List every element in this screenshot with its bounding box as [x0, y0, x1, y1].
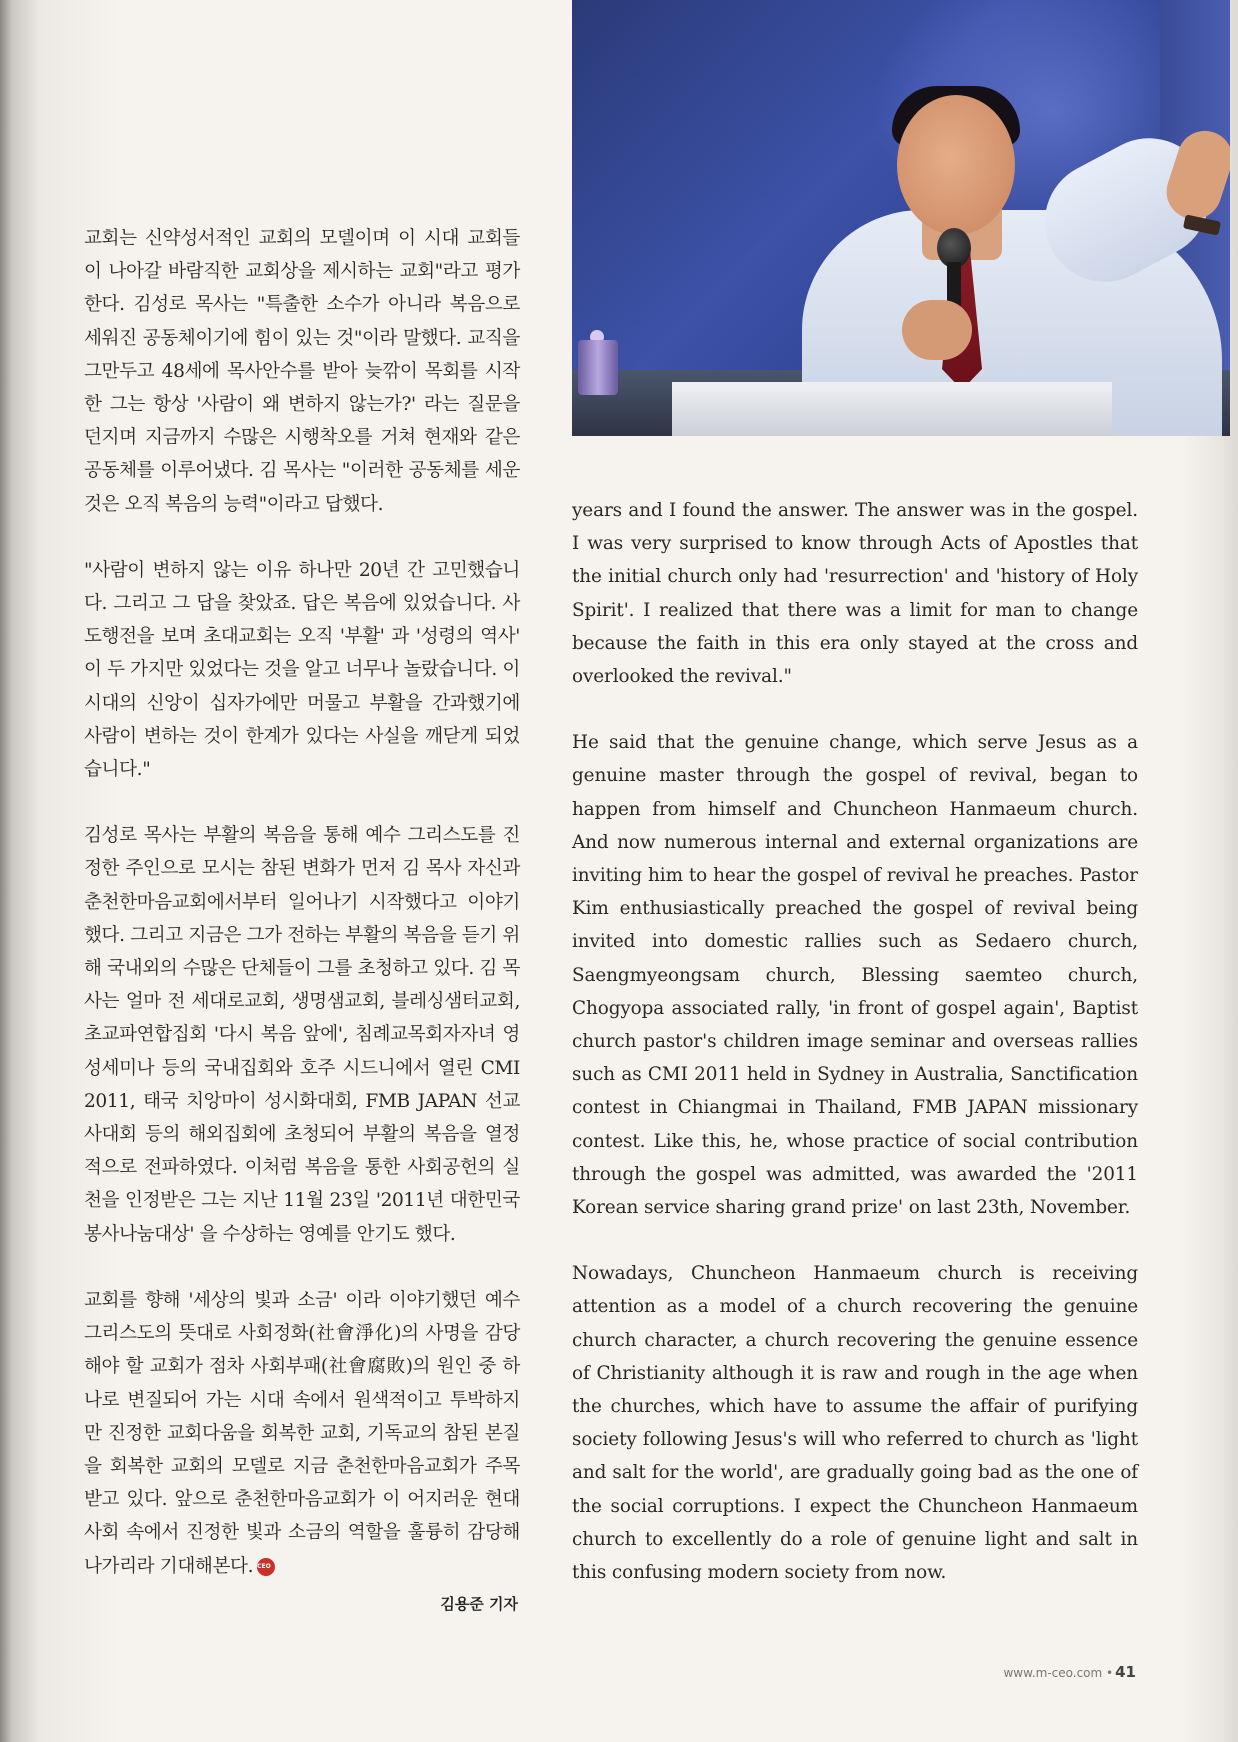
korean-paragraph: "사람이 변하지 않는 이유 하나만 20년 간 고민했습니다. 그리고 그 답을 찾았죠. 답은 복음에 있었습니다. 사도행전을 보며 초대교회는 오직 '부활' 과 '성령의 역사' 이 두 가지만 있었다는 것을 알고 너무나 놀랐습니다. 이 시대의 신앙이 십자가에만 머물고 부활을 간과했기에 사람이 변하는 것이 한계가 있다는 사실을 깨닫게 되었습니다.": [84, 559, 520, 781]
korean-paragraph-last: [84, 1284, 520, 1583]
english-paragraph: Nowadays, Chuncheon Hanmaeum church is receiving attention as a model of a church recovering the genuine church character, a church recovering the genuine essence of Christianity although it is raw and rough in the age when the churches, which have to assume the affair of purifying society following Jesus's will who referred to church as 'light and salt for the world', are gradually going bad as the one of the social corruptions. I expect the Chuncheon Hanmaeum church to excellently do a role of genuine light and salt in this confusing modern society from now.: [572, 1263, 1138, 1584]
pastor-photo: [572, 0, 1230, 436]
page-footer: [1003, 1663, 1136, 1681]
korean-paragraph-text: 교회를 향해 '세상의 빛과 소금' 이라 이야기했던 예수 그리스도의 뜻대로 사회정화(社會淨化)의 사명을 감당해야 할 교회가 점차 사회부패(社會腐敗)의 원인 중 하나로 변질되어 가는 시대 속에서 원색적이고 투박하지만 진정한 교회다움을 회복한 교회, 기독교의 참된 본질을 회복한 교회의 모델로 지금 춘천한마음교회가 주목받고 있다. 앞으로 춘천한마음교회가 이 어지러운 현대사회 속에서 진정한 빛과 소금의 역할을 훌륭히 감당해 나가리라 기대해본다.: [84, 1289, 520, 1577]
reporter-byline: 김용준 기자: [440, 1595, 518, 1613]
korean-article-column: [84, 222, 520, 1583]
english-paragraph: He said that the genuine change, which serve Jesus as a genuine master through the gospel of revival, began to happen from himself and Chuncheon Hanmaeum church. And now numerous internal and external organizations are inviting him to hear the gospel of revival he preaches. Pastor Kim enthusiastically preached the gospel of revival being invited into domestic rallies such as Sedaero church, Saengmyeongsam church, Blessing saemteo church, Chogyopa associated rally, 'in front of gospel again', Baptist church pastor's children image seminar and overseas rallies such as CMI 2011 held in Sydney in Australia, Sanctification contest in Chiangmai in Thailand, FMB JAPAN missionary contest. Like this, he, whose practice of social contribution through the gospel was admitted, was awarded the '2011 Korean service sharing grand prize' on last 23th, November.: [572, 732, 1138, 1219]
english-paragraph: years and I found the answer. The answer was in the gospel. I was very surprised to know through Acts of Apostles that the initial church only had 'resurrection' and 'history of Holy Spirit'. I realized that there was a limit for man to change because the faith in this era only stayed at the cross and overlooked the revival.": [572, 500, 1138, 688]
ceo-end-mark-icon: CEO: [257, 1558, 275, 1576]
page-number: 41: [1115, 1663, 1136, 1681]
footer-url: www.m-ceo.com: [1003, 1666, 1103, 1680]
footer-separator: •: [1106, 1666, 1114, 1680]
korean-paragraph: 김성로 목사는 부활의 복음을 통해 예수 그리스도를 진정한 주인으로 모시는 참된 변화가 먼저 김 목사 자신과 춘천한마음교회에서부터 일어나기 시작했다고 이야기했다. 그리고 지금은 그가 전하는 부활의 복음을 듣기 위해 국내외의 수많은 단체들이 그를 초청하고 있다. 김 목사는 얼마 전 세대로교회, 생명샘교회, 블레싱샘터교회, 초교파연합집회 '다시 복음 앞에', 침례교목회자자녀 영성세미나 등의 국내집회와 호주 시드니에서 열린 CMI 2011, 태국 치앙마이 성시화대회, FMB JAPAN 선교사대회 등의 해외집회에 초청되어 부활의 복음을 열정적으로 전파하였다. 이처럼 복음을 통한 사회공헌의 실천을 인정받은 그는 지난 11월 23일 '2011년 대한민국봉사나눔대상' 을 수상하는 영예를 안기도 했다.: [84, 825, 520, 1245]
korean-paragraph: 교회는 신약성서적인 교회의 모델이며 이 시대 교회들이 나아갈 바람직한 교회상을 제시하는 교회"라고 평가한다. 김성로 목사는 "특출한 소수가 아니라 복음으로 세워진 공동체이기에 힘이 있는 것"이라 말했다. 교직을 그만두고 48세에 목사안수를 받아 늦깎이 목회를 시작한 그는 항상 '사람이 왜 변하지 않는가?' 라는 질문을 던지며 지금까지 수많은 시행착오를 거쳐 현재와 같은 공동체를 이루어냈다. 김 목사는 "이러한 공동체를 세운 것은 오직 복음의 능력"이라고 답했다.: [84, 228, 520, 515]
english-article-column: [572, 494, 1138, 1589]
